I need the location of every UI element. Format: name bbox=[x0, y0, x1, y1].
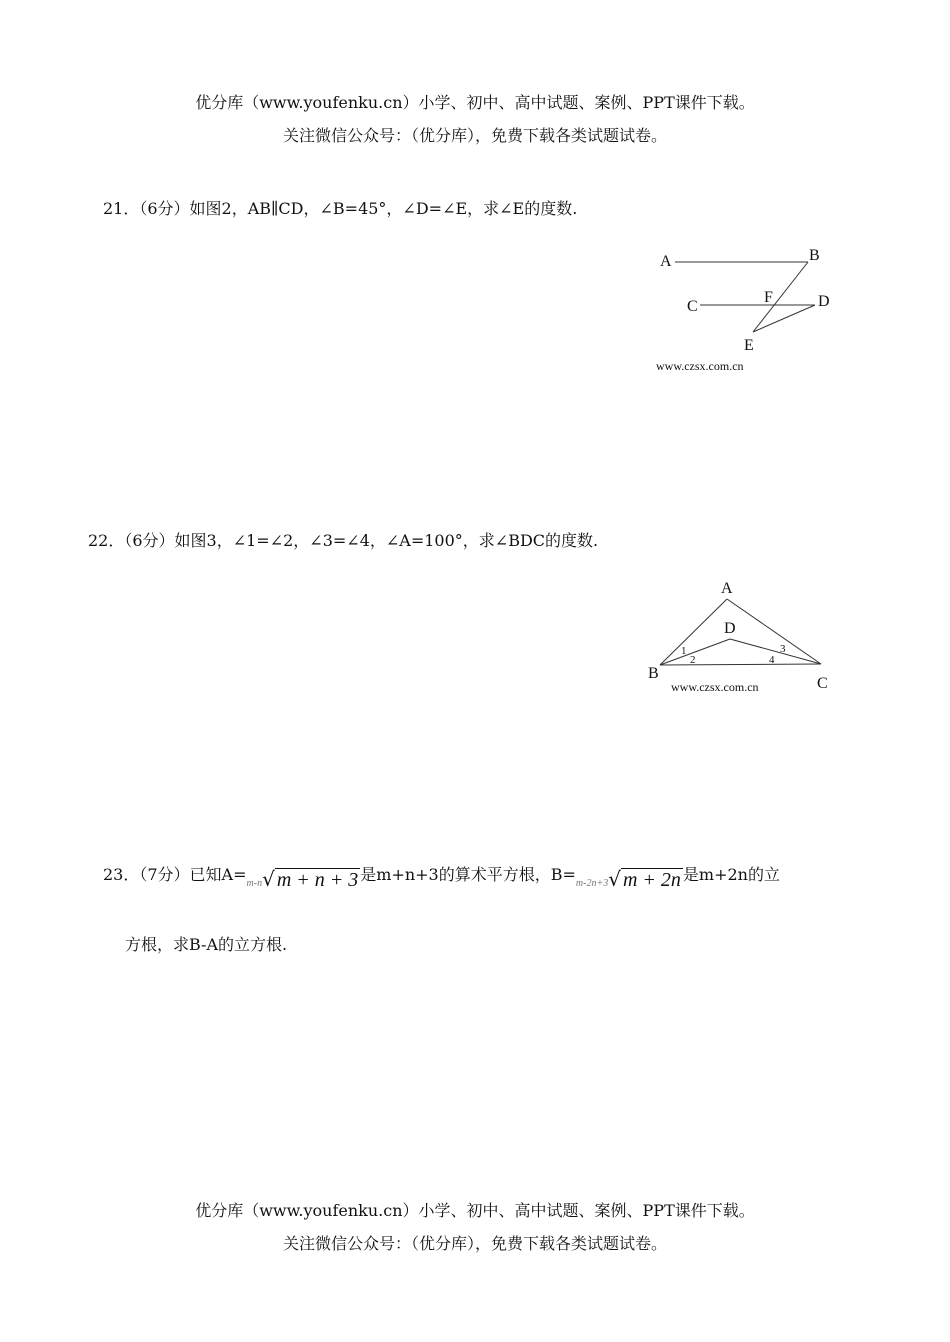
q23-prefix: 23．（7分）已知A= bbox=[103, 865, 247, 884]
question-23-line-1 bbox=[103, 862, 780, 892]
angle-3: 3 bbox=[780, 643, 786, 655]
watermark: www.czsx.com.cn bbox=[671, 680, 759, 694]
segment-bc bbox=[660, 664, 821, 665]
question-22-text: 22．（6分）如图3，∠1=∠2，∠3=∠4，∠A=100°，求∠BDC的度数. bbox=[88, 531, 599, 550]
label-c: C bbox=[687, 298, 698, 315]
radical-a-index: m-n bbox=[246, 878, 263, 889]
question-21-text: 21．（6分）如图2，AB∥CD，∠B=45°，∠D=∠E，求∠E的度数. bbox=[103, 199, 578, 218]
header-line-2: 关注微信公众号：（优分库），免费下载各类试题试卷。 bbox=[282, 126, 667, 145]
radical-b-index: m-2n+3 bbox=[575, 878, 609, 889]
label-c: C bbox=[817, 675, 828, 692]
angle-2: 2 bbox=[690, 654, 696, 666]
angle-1: 1 bbox=[681, 645, 687, 657]
figure-3 bbox=[640, 572, 850, 702]
segment-be bbox=[753, 262, 808, 332]
label-d: D bbox=[818, 293, 830, 310]
label-a: A bbox=[721, 580, 733, 597]
label-d: D bbox=[724, 620, 736, 637]
segment-ed bbox=[753, 305, 815, 332]
figure-2 bbox=[650, 240, 850, 380]
header-line-1: 优分库（www.youfenku.cn）小学、初中、高中试题、案例、PPT课件下载。 bbox=[195, 93, 755, 112]
radical-b-radicand: m + 2n bbox=[622, 869, 681, 891]
radical-a: m-n√ m + n + 3 bbox=[246, 867, 359, 891]
footer-line-1: 优分库（www.youfenku.cn）小学、初中、高中试题、案例、PPT课件下载。 bbox=[195, 1201, 755, 1220]
radical-b: m-2n+3√ m + 2n bbox=[575, 867, 681, 891]
label-a: A bbox=[660, 253, 672, 270]
q23-mid: 是m+n+3的算术平方根，B= bbox=[360, 865, 576, 884]
label-e: E bbox=[744, 337, 754, 354]
label-f: F bbox=[764, 289, 773, 306]
label-b: B bbox=[809, 247, 820, 264]
question-23-line-2: 方根，求B-A的立方根. bbox=[125, 935, 288, 954]
watermark: www.czsx.com.cn bbox=[656, 359, 744, 373]
radical-a-radicand: m + n + 3 bbox=[276, 869, 359, 891]
label-b: B bbox=[648, 665, 659, 682]
angle-4: 4 bbox=[769, 654, 775, 666]
footer-line-2: 关注微信公众号：（优分库），免费下载各类试题试卷。 bbox=[282, 1234, 667, 1253]
q23-suffix: 是m+2n的立 bbox=[682, 865, 780, 884]
segment-dc bbox=[730, 639, 821, 664]
